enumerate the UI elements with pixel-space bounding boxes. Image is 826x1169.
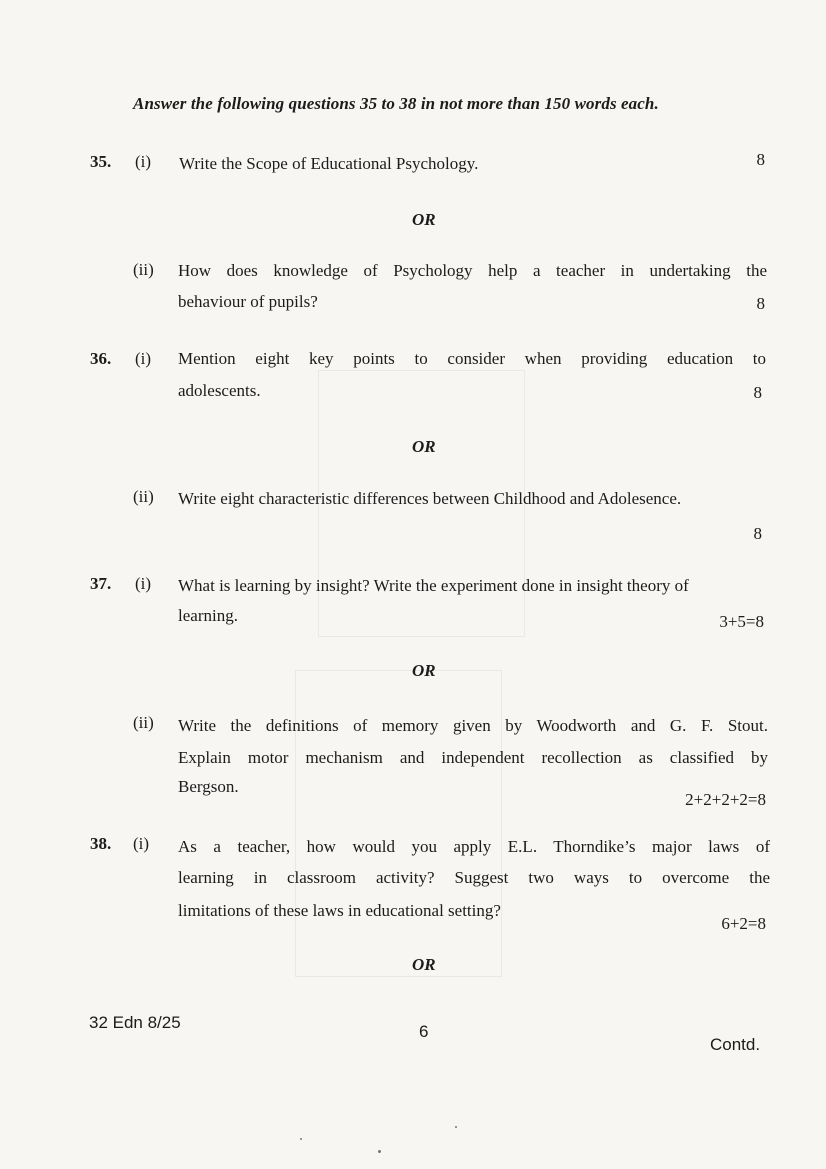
part-label: (i): [135, 152, 152, 171]
part-label: (i): [133, 834, 150, 853]
question-text: As a teacher, how would you apply E.L. Thorndike’s major laws of: [178, 837, 770, 856]
or-separator: OR: [412, 955, 436, 974]
question-number: 37.: [90, 574, 112, 593]
continued-label: Contd.: [710, 1035, 761, 1054]
question-text: Write the definitions of memory given by Woodworth and G. F. Stout.: [178, 716, 768, 735]
question-text: How does knowledge of Psychology help a teacher in undertaking the: [178, 261, 767, 280]
scan-speck: [300, 1138, 302, 1140]
instruction: Answer the following questions 35 to 38 in not more than 150 words each.: [133, 94, 659, 113]
question-text: behaviour of pupils?: [178, 292, 318, 311]
marks: 6+2=8: [721, 914, 766, 933]
question-text: Explain motor mechanism and independent recollection as classified by: [178, 748, 768, 767]
question-text: learning in classroom activity? Suggest two ways to overcome the: [178, 868, 770, 887]
marks: 8: [756, 294, 765, 313]
question-text: learning.: [178, 606, 238, 625]
part-label: (ii): [133, 713, 154, 732]
marks: 2+2+2+2=8: [685, 790, 766, 809]
or-separator: OR: [412, 661, 436, 680]
part-label: (ii): [133, 487, 154, 506]
question-number: 38.: [90, 834, 112, 853]
marks: 3+5=8: [719, 612, 764, 631]
marks: 8: [756, 150, 765, 169]
question-text: limitations of these laws in educational setting?: [178, 901, 501, 920]
question-text: Write the Scope of Educational Psychology.: [179, 154, 479, 173]
question-text: Write eight characteristic differences between Childhood and Adolesence.: [178, 489, 682, 508]
part-label: (i): [135, 349, 152, 368]
or-separator: OR: [412, 210, 436, 229]
part-label: (ii): [133, 260, 154, 279]
page-number: 6: [419, 1022, 429, 1041]
question-text: adolescents.: [178, 381, 261, 400]
question-text: Bergson.: [178, 777, 239, 796]
marks: 8: [753, 524, 762, 543]
question-number: 35.: [90, 152, 112, 171]
part-label: (i): [135, 574, 152, 593]
scan-speck: [378, 1150, 381, 1153]
question-text: What is learning by insight? Write the experiment done in insight theory of: [178, 576, 689, 595]
or-separator: OR: [412, 437, 436, 456]
question-text: Mention eight key points to consider when providing education to: [178, 349, 766, 368]
question-number: 36.: [90, 349, 112, 368]
paper-code: 32 Edn 8/25: [89, 1013, 181, 1032]
marks: 8: [753, 383, 762, 402]
scan-speck: [455, 1126, 457, 1128]
